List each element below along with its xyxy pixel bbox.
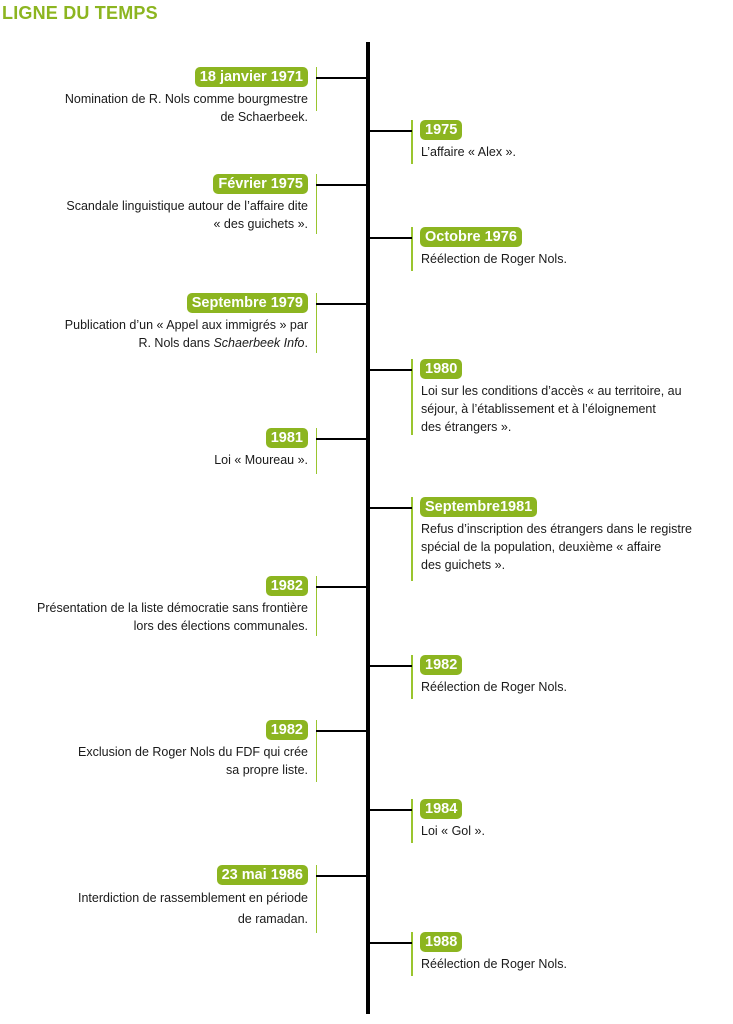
event-description: Nomination de R. Nols comme bourgmestre de Schaerbeek. bbox=[64, 92, 308, 124]
event-date-badge: 1981 bbox=[266, 428, 308, 448]
event-description: Scandale linguistique autour de l’affaire dite « des guichets ». bbox=[66, 199, 308, 231]
event-connector bbox=[368, 507, 412, 509]
event-description: Refus d’inscription des étrangers dans le registre spécial de la population, deuxième « affaire des guichets ». bbox=[421, 522, 692, 572]
event-marker-bar bbox=[411, 799, 413, 843]
event-marker-bar bbox=[411, 120, 413, 164]
event-marker-bar bbox=[316, 67, 318, 111]
event-date-badge: 1982 bbox=[266, 576, 308, 596]
event-date-badge: Octobre 1976 bbox=[420, 227, 522, 247]
timeline-event bbox=[66, 174, 308, 233]
timeline-event bbox=[420, 227, 567, 268]
event-connector bbox=[368, 237, 412, 239]
timeline-axis bbox=[366, 42, 370, 1014]
event-date-badge: 1975 bbox=[420, 120, 462, 140]
event-description: Interdiction de rassemblement en période de ramadan. bbox=[78, 891, 308, 926]
event-connector bbox=[368, 130, 412, 132]
event-marker-bar bbox=[411, 932, 413, 976]
event-description: Publication d’un « Appel aux immigrés » par R. Nols dans Schaerbeek Info. bbox=[64, 318, 308, 350]
event-connector bbox=[368, 369, 412, 371]
event-description: Loi sur les conditions d’accès « au territoire, au séjour, à l’établissement et à l’éloignement des étrangers ». bbox=[421, 384, 682, 434]
timeline-event bbox=[420, 359, 682, 436]
event-description: Loi « Gol ». bbox=[421, 824, 485, 838]
event-connector bbox=[316, 586, 366, 588]
event-date-badge: 1984 bbox=[420, 799, 462, 819]
event-date-badge: 23 mai 1986 bbox=[217, 865, 308, 885]
event-description: Exclusion de Roger Nols du FDF qui crée sa propre liste. bbox=[78, 745, 308, 777]
timeline-event bbox=[65, 293, 308, 352]
event-connector bbox=[368, 665, 412, 667]
event-description: Loi « Moureau ». bbox=[214, 453, 308, 467]
event-marker-bar bbox=[411, 497, 413, 581]
timeline-event bbox=[214, 428, 308, 469]
timeline-event bbox=[78, 865, 308, 930]
event-connector bbox=[316, 184, 366, 186]
event-marker-bar bbox=[316, 428, 318, 474]
timeline-event bbox=[420, 799, 485, 840]
event-marker-bar bbox=[316, 293, 318, 353]
timeline-event bbox=[37, 576, 308, 635]
timeline-event bbox=[420, 655, 567, 696]
event-date-badge: Septembre 1979 bbox=[187, 293, 308, 313]
event-date-badge: 1988 bbox=[420, 932, 462, 952]
event-description: Présentation de la liste démocratie sans frontière lors des élections communales. bbox=[37, 601, 308, 633]
timeline-event bbox=[65, 67, 308, 126]
event-connector bbox=[316, 77, 366, 79]
event-description: Réélection de Roger Nols. bbox=[421, 252, 567, 266]
event-date-badge: 1980 bbox=[420, 359, 462, 379]
timeline-event bbox=[420, 120, 516, 161]
event-date-badge: 18 janvier 1971 bbox=[195, 67, 308, 87]
event-connector bbox=[316, 730, 366, 732]
event-connector bbox=[316, 875, 366, 877]
event-marker-bar bbox=[316, 576, 318, 636]
event-date-badge: Septembre1981 bbox=[420, 497, 537, 517]
page-title: LIGNE DU TEMPS bbox=[2, 3, 158, 23]
timeline-event bbox=[78, 720, 308, 779]
timeline-event bbox=[420, 932, 567, 973]
event-date-badge: Février 1975 bbox=[213, 174, 308, 194]
event-connector bbox=[368, 942, 412, 944]
event-description: L’affaire « Alex ». bbox=[421, 145, 516, 159]
event-connector bbox=[316, 303, 366, 305]
event-description: Réélection de Roger Nols. bbox=[421, 680, 567, 694]
event-connector bbox=[368, 809, 412, 811]
event-connector bbox=[316, 438, 366, 440]
event-marker-bar bbox=[411, 227, 413, 271]
event-marker-bar bbox=[411, 655, 413, 699]
timeline-event bbox=[420, 497, 692, 574]
event-marker-bar bbox=[316, 174, 318, 234]
event-date-badge: 1982 bbox=[266, 720, 308, 740]
event-date-badge: 1982 bbox=[420, 655, 462, 675]
event-description: Réélection de Roger Nols. bbox=[421, 957, 567, 971]
